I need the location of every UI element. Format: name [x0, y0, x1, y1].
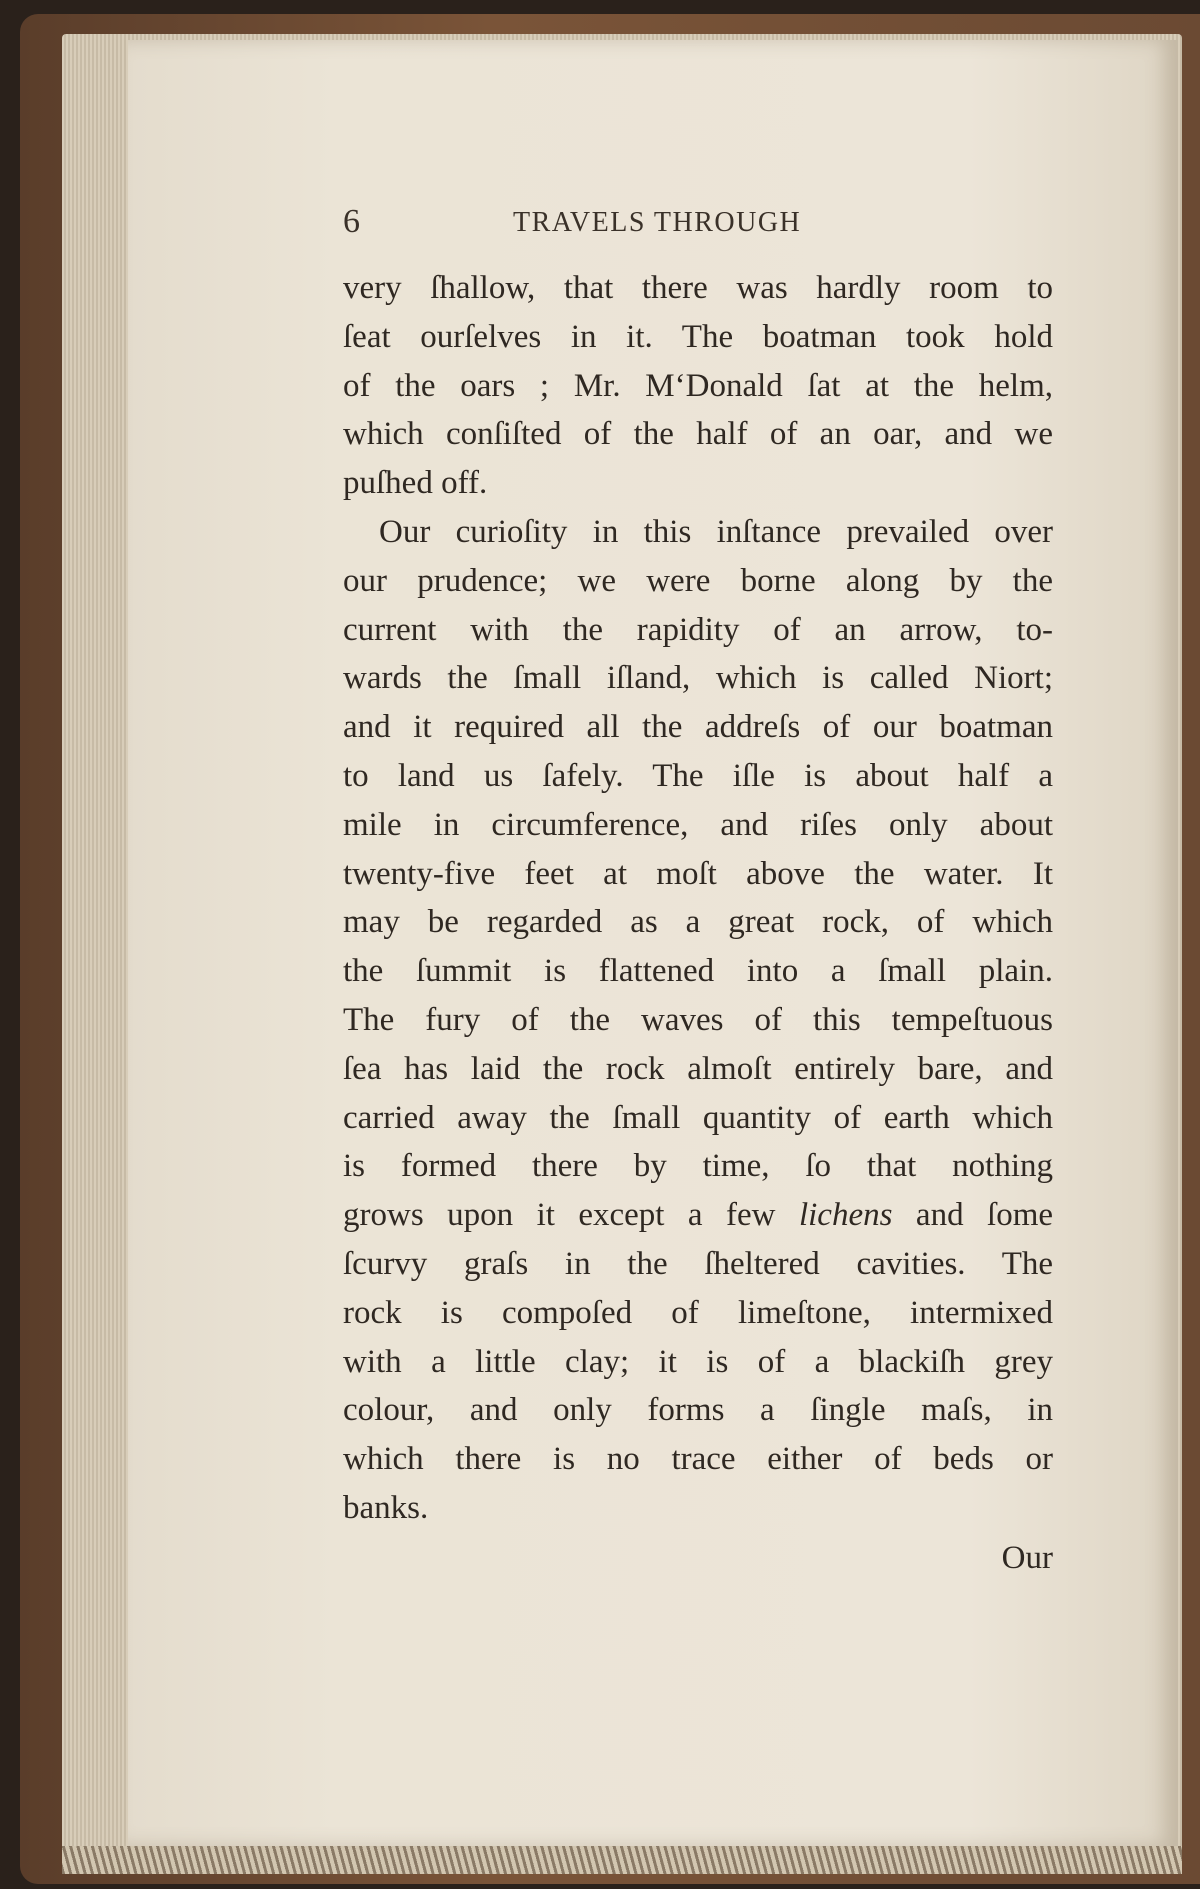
- text-line: to land us ſafely. The iſle is about half a: [343, 757, 1053, 794]
- text-line: our prudence; we were borne along by the: [343, 562, 1053, 599]
- text-segment: grows upon it except a few: [343, 1197, 776, 1234]
- text-line: very ſhallow, that there was hardly room to: [343, 270, 1053, 306]
- running-title: TRAVELS THROUGH: [513, 207, 802, 238]
- text-line: [343, 1191, 1053, 1240]
- text-line: Our curioſity in this inſtance prevailed over: [379, 513, 1053, 550]
- text-line: colour, and only forms a ſingle maſs, in: [343, 1392, 1053, 1429]
- text-line: is formed there by time, ſo that nothing: [343, 1148, 1053, 1185]
- page-header: [343, 203, 1053, 243]
- text-line: current with the rapidity of an arrow, to-: [343, 611, 1053, 648]
- text-line: may be regarded as a great rock, of which: [343, 904, 1053, 941]
- text-line: The fury of the waves of this tempeſtuous: [343, 1001, 1053, 1038]
- text-line: with a little clay; it is of a blackiſh grey: [343, 1343, 1053, 1380]
- text-segment: and ſome: [915, 1197, 1054, 1234]
- text-line: puſhed off.: [343, 465, 488, 502]
- text-line: banks.: [343, 1489, 429, 1526]
- italic-word: lichens: [798, 1197, 893, 1234]
- body-text: [343, 264, 1053, 1533]
- text-line: and it required all the addreſs of our boatman: [343, 709, 1053, 746]
- text-line: ſcurvy graſs in the ſheltered cavities. The: [343, 1245, 1053, 1282]
- text-line: wards the ſmall iſland, which is called Niort;: [343, 660, 1053, 697]
- page-number: 6: [343, 203, 360, 240]
- text-line: ſea has laid the rock almoſt entirely bare, and: [343, 1050, 1053, 1087]
- text-line: twenty-five feet at moſt above the water. It: [343, 855, 1053, 892]
- text-line: carried away the ſmall quantity of earth which: [343, 1099, 1053, 1136]
- text-line: which conſiſted of the half of an oar, and we: [343, 416, 1053, 453]
- book-bottom-edge: [62, 1846, 1182, 1874]
- text-line: the ſummit is flattened into a ſmall plain.: [343, 953, 1053, 990]
- text-line: of the oars ; Mr. M‘Donald ſat at the helm,: [343, 367, 1053, 404]
- text-line: ſeat ourſelves in it. The boatman took hold: [343, 318, 1053, 355]
- text-line: rock is compoſed of limeſtone, intermixed: [343, 1294, 1053, 1331]
- text-line: mile in circumference, and riſes only about: [343, 806, 1053, 843]
- text-line: which there is no trace either of beds or: [343, 1441, 1053, 1478]
- catchword: Our: [1001, 1540, 1053, 1576]
